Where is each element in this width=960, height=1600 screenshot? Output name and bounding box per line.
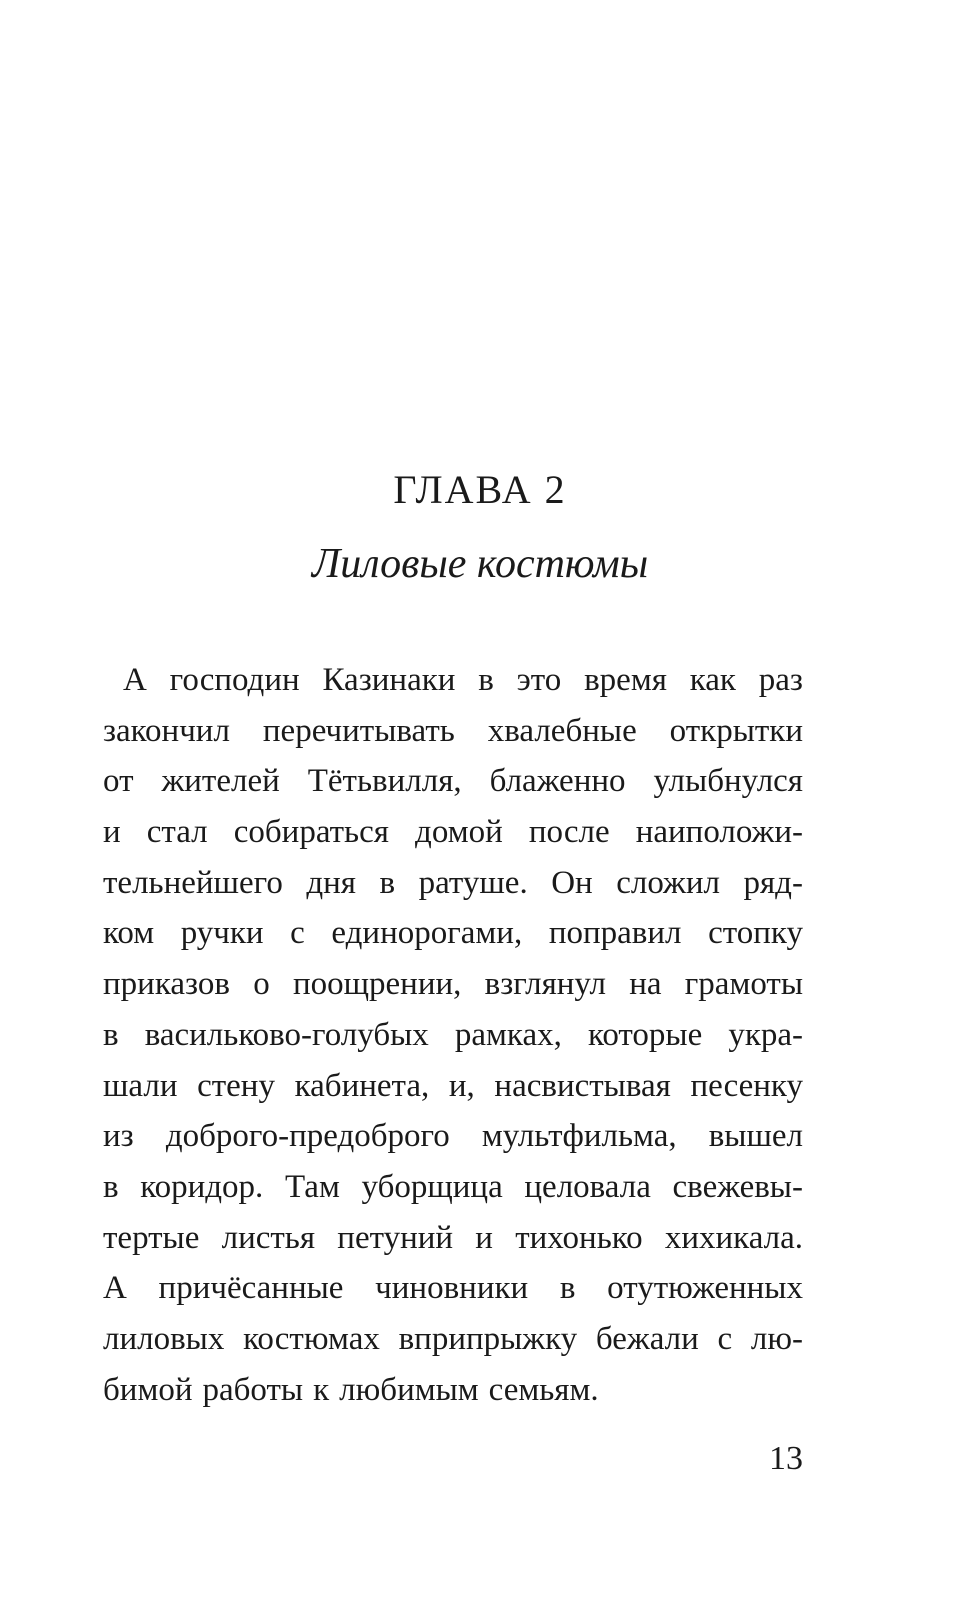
word: тертые (103, 1219, 200, 1256)
word: стал (146, 814, 208, 851)
word: вышел (708, 1118, 803, 1155)
word: причёсанные (158, 1270, 344, 1307)
word: с (290, 915, 305, 952)
word: тельнейшего (103, 864, 283, 901)
word: в (379, 864, 396, 901)
word: костюмах (243, 1320, 380, 1357)
word: господин (169, 662, 300, 698)
word: кабинета, (294, 1067, 430, 1104)
page-number: 13 (769, 1440, 803, 1477)
word: Там (284, 1168, 340, 1205)
word: и (475, 1219, 493, 1256)
word: в (103, 1016, 119, 1053)
word: поправил (548, 915, 682, 952)
word: сложил (616, 864, 720, 901)
text-line (103, 1010, 803, 1061)
word: домой (415, 814, 503, 851)
word: мультфильма, (481, 1118, 677, 1155)
word: поощрении, (292, 966, 462, 1003)
word: на (629, 966, 662, 1003)
word: наиположи- (635, 814, 803, 851)
text-line (103, 807, 803, 858)
word: улыбнулся (653, 763, 803, 800)
word: А (123, 662, 147, 698)
word: укра- (728, 1016, 803, 1053)
word: А (103, 1270, 127, 1307)
word: ряд- (743, 864, 803, 901)
word: уборщица (361, 1168, 503, 1205)
word: лю- (750, 1320, 803, 1357)
word: хвалебные (487, 712, 637, 749)
word: грамоты (684, 966, 803, 1003)
word: отутюженных (607, 1270, 803, 1307)
word: ручки (180, 915, 264, 952)
word: свежевы- (672, 1168, 803, 1205)
text-line (103, 1111, 803, 1162)
word: к (313, 1371, 330, 1408)
word: закончил (103, 712, 230, 749)
word: бимой (103, 1371, 193, 1408)
word: Казинаки (322, 662, 456, 698)
word: время (584, 662, 667, 698)
text-line (103, 959, 803, 1010)
text-line (103, 1061, 803, 1112)
word: ратуше. (418, 864, 528, 901)
word: петуний (337, 1219, 454, 1256)
word: блаженно (489, 763, 626, 800)
word: с (717, 1320, 733, 1357)
word: листья (221, 1219, 316, 1256)
word: открытки (669, 712, 803, 749)
word: приказов (103, 966, 230, 1003)
word: тихонько (515, 1219, 643, 1256)
word: васильково-голубых (144, 1016, 429, 1053)
word: в (103, 1168, 119, 1205)
word: из (103, 1118, 134, 1155)
word: семьям. (488, 1371, 599, 1408)
word: это (516, 662, 562, 698)
word: доброго-предоброго (165, 1118, 450, 1155)
text-line (103, 655, 803, 706)
word: единорогами, (331, 915, 523, 952)
word: Тётьвилля, (307, 763, 462, 800)
text-line (103, 1213, 803, 1264)
word: раз (758, 662, 803, 698)
word: которые (587, 1016, 703, 1053)
text-line (103, 1314, 803, 1365)
word: после (528, 814, 610, 851)
word: хихикала. (664, 1219, 803, 1256)
word: бежали (595, 1320, 699, 1357)
word: шали (103, 1067, 178, 1104)
text-line (103, 756, 803, 807)
word: лиловых (103, 1320, 225, 1357)
word: насвистывая (494, 1067, 671, 1104)
word: чиновники (375, 1270, 529, 1307)
text-line (103, 1263, 803, 1314)
word: целовала (524, 1168, 651, 1205)
word: стопку (708, 915, 803, 952)
word: стену (197, 1067, 275, 1104)
word: вприпрыжку (398, 1320, 578, 1357)
word: перечитывать (262, 712, 455, 749)
word: о (253, 966, 270, 1003)
chapter-title: Лиловые костюмы (311, 541, 649, 587)
text-line (103, 1162, 803, 1213)
body-text (103, 655, 803, 1415)
word: любимым (339, 1371, 479, 1408)
word: и (103, 814, 121, 851)
word: работы (202, 1371, 304, 1408)
word: жителей (161, 763, 280, 800)
word: в (559, 1270, 576, 1307)
text-line (103, 908, 803, 959)
text-line (103, 706, 803, 757)
word: собираться (233, 814, 389, 851)
word: как (689, 662, 736, 698)
text-line (103, 1365, 803, 1416)
word: песенку (690, 1067, 803, 1104)
word: взглянул (484, 966, 606, 1003)
text-line (103, 858, 803, 909)
word: дня (306, 864, 356, 901)
word: ком (103, 915, 155, 952)
word: Он (551, 864, 593, 901)
word: от (103, 763, 134, 800)
word: и, (448, 1067, 475, 1104)
word: коридор. (140, 1168, 264, 1205)
chapter-heading: ГЛАВА 2 (393, 467, 567, 512)
word: рамках, (454, 1016, 562, 1053)
word: в (478, 662, 494, 698)
